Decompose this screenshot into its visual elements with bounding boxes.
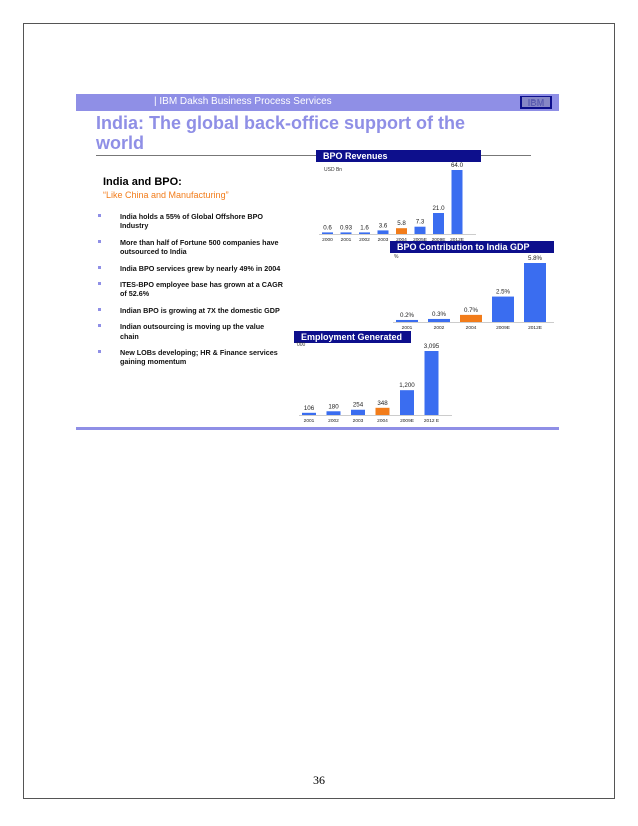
tick-label: 2012E — [528, 326, 542, 331]
bar — [396, 320, 418, 322]
tick-label: 2001 — [340, 238, 352, 243]
data-label: 3,095 — [423, 343, 440, 350]
data-label: 0.6 — [323, 224, 332, 232]
data-label: 0.7% — [463, 306, 479, 314]
tick-label: 2002 — [328, 419, 339, 424]
data-label: 5.8% — [527, 255, 543, 262]
slide — [76, 94, 559, 430]
axis-unit-label: % — [394, 254, 399, 260]
bullet-icon — [98, 324, 101, 327]
tick-label: 2000 — [322, 238, 333, 243]
bottom-divider — [76, 427, 559, 430]
ibm-logo-icon — [520, 96, 552, 109]
data-label: 5.8 — [397, 220, 406, 228]
data-label: 348 — [377, 399, 388, 407]
data-label: 0.93 — [339, 224, 353, 232]
section-subheading: “Like China and Manufacturing” — [103, 190, 229, 200]
bullet-icon — [98, 308, 101, 311]
chart-title: BPO Contribution to India GDP — [390, 241, 554, 253]
bar — [460, 315, 482, 322]
bar — [378, 230, 389, 234]
data-label: 1,200 — [399, 382, 415, 390]
bpo-gdp-chart — [390, 241, 556, 335]
bar — [396, 228, 407, 234]
bar — [341, 232, 352, 234]
chart-title: Employment Generated — [294, 331, 411, 343]
tick-label: 2004 — [465, 326, 477, 331]
tick-label: 2009E — [496, 326, 510, 331]
data-label: 2.5% — [495, 288, 511, 296]
data-label: 7.3 — [415, 218, 425, 226]
bar — [376, 408, 390, 415]
banner-text: | IBM Daksh Business Process Services — [154, 96, 332, 107]
data-label: 106 — [303, 404, 315, 412]
bar — [322, 232, 333, 234]
bullet-icon — [98, 266, 101, 269]
chart-title: BPO Revenues — [316, 150, 481, 162]
data-label: 0.2% — [399, 311, 415, 319]
slide-title: India: The global back-office support of the world — [96, 113, 466, 153]
page-number: 36 — [313, 773, 325, 787]
bar — [524, 263, 546, 322]
data-label: 21.0 — [432, 205, 445, 212]
bar — [327, 411, 341, 415]
data-label: 0.3% — [431, 310, 447, 318]
tick-label: 2004 — [377, 419, 388, 424]
data-label: 180 — [328, 403, 339, 411]
bullet-item: More than half of Fortune 500 companies have outsourced to India — [98, 238, 283, 257]
section-heading: India and BPO: — [103, 176, 182, 188]
bullet-icon — [98, 350, 101, 353]
bullet-item: ITES-BPO employee base has grown at a CAGR of 52.6% — [98, 280, 283, 299]
bar — [492, 297, 514, 322]
axis-unit-label: USD Bn — [324, 167, 343, 173]
data-label: 64.0 — [450, 162, 464, 169]
bullet-item: Indian outsourcing is moving up the value chain — [98, 322, 283, 341]
tick-label: 2001 — [401, 326, 413, 331]
bar — [359, 232, 370, 234]
bpo-gdp-plot — [390, 253, 556, 335]
bullet-item: New LOBs developing; HR & Finance services gaining momentum — [98, 348, 283, 367]
tick-label: 2012 E — [423, 419, 440, 424]
bar — [428, 319, 450, 322]
axis-unit-label: '000 — [296, 342, 306, 348]
bar — [302, 413, 316, 415]
tick-label: 2009E — [400, 419, 414, 424]
bullet-item: India holds a 55% of Global Offshore BPO Industry — [98, 212, 283, 231]
tick-label: 2003 — [352, 419, 364, 424]
data-label: 1.6 — [360, 224, 369, 232]
tick-label: 2001 — [303, 419, 315, 424]
bar — [452, 170, 463, 234]
bullet-item: India BPO services grew by nearly 49% in 2004 — [98, 264, 283, 273]
bullet-icon — [98, 282, 101, 285]
tick-label: 2002 — [359, 238, 370, 243]
tick-label: 2002 — [433, 326, 445, 331]
logo-text: IBM — [527, 98, 545, 108]
employment-plot — [294, 343, 456, 423]
bpo-revenues-chart — [316, 150, 481, 242]
bar — [351, 410, 365, 415]
bar — [415, 227, 426, 234]
data-label: 254 — [352, 401, 364, 409]
data-label: 3.6 — [378, 222, 388, 230]
employment-chart — [294, 331, 456, 423]
bullet-icon — [98, 214, 101, 217]
bar — [400, 390, 414, 415]
tick-label: 2003 — [377, 238, 389, 243]
bar — [433, 213, 444, 234]
bar — [425, 351, 439, 415]
bullet-item: Indian BPO is growing at 7X the domestic GDP — [98, 306, 283, 315]
header-banner — [76, 94, 559, 111]
bpo-revenues-plot — [316, 162, 481, 242]
bullet-icon — [98, 240, 101, 243]
bullet-list — [98, 212, 283, 374]
